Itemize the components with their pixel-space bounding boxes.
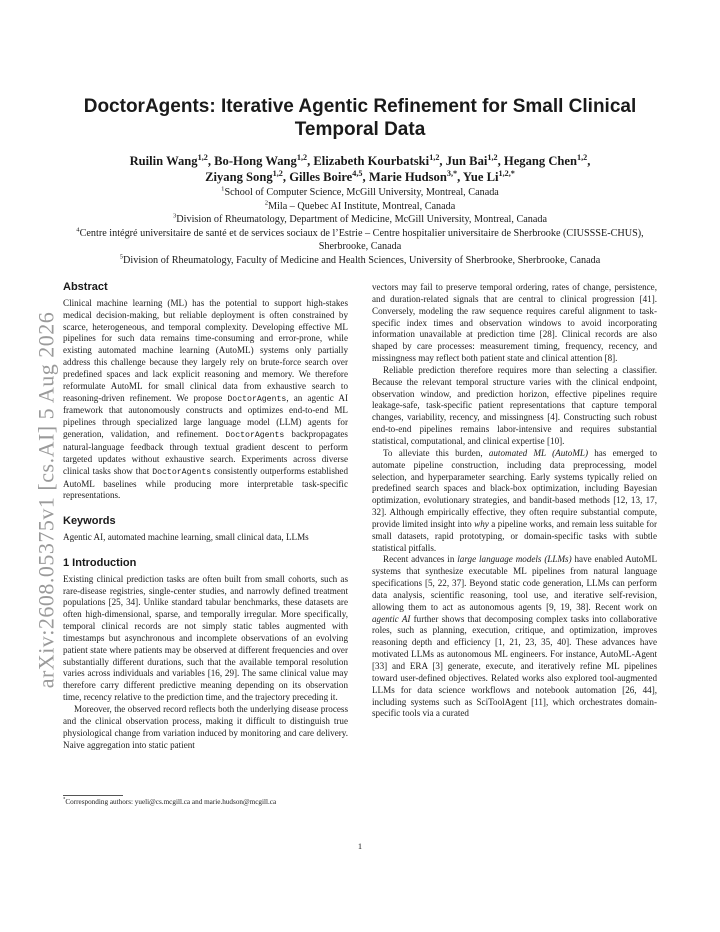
author: Hegang Chen xyxy=(503,154,578,168)
affiliation-text: Division of Rheumatology, Faculty of Medicine and Health Sciences, University of Sherbrooke, Sherbrooke, Canada xyxy=(123,254,601,266)
author: Marie Hudson xyxy=(368,170,447,184)
affiliation-number: 3 xyxy=(172,212,177,220)
affiliation-number: 5 xyxy=(119,253,124,261)
text-part: Recent advances in xyxy=(383,554,458,565)
affiliation xyxy=(60,254,660,268)
author-affil-mark: 4,5 xyxy=(352,168,363,178)
footnote xyxy=(63,798,353,807)
author-affil-mark: 1,2 xyxy=(429,152,440,162)
author-affil-mark: 1,2 xyxy=(487,152,498,162)
affiliation-text: School of Computer Science, McGill University, Montreal, Canada xyxy=(224,187,499,198)
affiliation xyxy=(60,213,660,227)
affiliation-text: Centre intégré universitaire de santé et de services sociaux de l’Estrie – Centre hospitalier universitaire de Sherbrooke (CIUSSSE-CHUS), Sherbrooke, Canada xyxy=(79,227,644,253)
system-name: DoctorAgents xyxy=(227,394,287,404)
affiliation-text: Division of Rheumatology, Department of Medicine, McGill University, Montreal, Canada xyxy=(176,214,548,226)
author-affil-mark: 1,2 xyxy=(197,152,208,162)
emphasis-term: automated ML (AutoML) xyxy=(488,447,588,458)
introduction-heading: 1 Introduction xyxy=(63,556,137,569)
affiliation-number: 2 xyxy=(264,199,268,207)
emphasis-term: agentic AI xyxy=(372,613,411,624)
system-name: DoctorAgents xyxy=(225,431,285,441)
text-part: has emerged to automate pipeline construction, including data preprocessing, model selection, and hyperparameter searching. Early systems typically relied on predefined search spaces and black-box optimization, including Bayesian optimization, evolutionary strategies, and bandit-based methods [12, 13, 17, 32]. Although empirically effective, they often require substantial compute, provide limited insight into xyxy=(372,447,657,529)
author: Elizabeth Kourbatski xyxy=(313,154,430,168)
author: Gilles Boire xyxy=(289,170,353,184)
intro-paragraph-1: Existing clinical prediction tasks are often built from small cohorts, such as rare-disease registries, single-center studies, and narrowly defined treatment populations [25, 34]. Unlike standard tabular benchmarks, these datasets are often high-dimensional, sparse, and temporally irregular. More specifically, temporal clinical records are not simply static tables augmented with timestamps but asynchronous and incomplete observations of an evolving patient state where patients may be observed at different frequencies and over substantially different durations, such that the available temporal resolution varies across individuals and variables [16, 29]. The same clinical value may therefore carry different predictive meaning depending on its observation time, recency relative to the prediction time, and the trajectory preceding it. xyxy=(63,573,348,703)
affiliation-text: Mila – Quebec AI Institute, Montreal, Canada xyxy=(268,200,456,212)
intro-paragraph-6 xyxy=(372,554,657,720)
author: Bo-Hong Wang xyxy=(214,154,297,168)
abstract-text-part: backpropagates natural-language feedback through textual gradient descent to perform targeted updates without exhaustive search. Experiments across diverse clinical tasks show that xyxy=(63,429,348,476)
text-part: further shows that decomposing complex tasks into collaborative roles, such as planning, execution, critique, and optimization, improves reasoning depth and efficiency [1, 21, 23, 35, 40]. These advances have motivated LLMs as autonomous ML engineers. For instance, AutoML-Agent [33] and ERA [3] generate, execute, and iteratively refine ML pipelines toward user-defined objectives. Related works also explored tool-augmented LLMs for data science workflows and notebook automation [26, 44], including systems such as SciToolAgent [11], which orchestrates domain-specific tools via a curated xyxy=(372,613,657,719)
author: Ruilin Wang xyxy=(129,154,198,168)
author-list: Ruilin Wang$^{1,2}$, Bo-Hong Wang$^{1,2}$, Elizabeth Kourbatski$^{1,2}$, Jun Bai$^{1,2}$, Hegang Chen$^{1,2}$, Ziyang Song$^{1,2}$, Gilles Boire$^{4,5}$, Marie Hudson$^{3,*}$, Yue $Li^{1,2,*}$ xyxy=(129,152,591,184)
affiliation-list xyxy=(60,186,660,268)
intro-paragraph-3: vectors may fail to preserve temporal ordering, rates of change, persistence, and duration-related signals that are central to clinical progression [41]. Conversely, modeling the raw sequence requires careful alignment to task-specific index times and observation windows to avoid incorporating information unavailable at prediction time [28]. Clinical records are also shaped by care processes: measurement timing, frequency, recency, and missingness may reflect both patient state and clinical attention [8]. xyxy=(372,282,657,364)
arxiv-side-identifier xyxy=(28,310,64,690)
emphasis-term: why xyxy=(474,518,489,529)
intro-paragraph-4: Reliable prediction therefore requires more than selecting a classifier. Because the relevant temporal structure varies with the clinical endpoint, observation window, and prediction horizon, effective pipelines require leakage-safe, task-specific patient representations that capture temporal changes, variability, recency, and missingness [4]. Constructing such robust end-to-end pipelines remains labor-intensive and requires substantial statistical, computational, and clinical expertise [10]. xyxy=(372,364,657,446)
paper-title: DoctorAgents: Iterative Agentic Refinement for Small Clinical Temporal Data xyxy=(83,96,637,140)
affiliation-number: 1 xyxy=(221,185,225,193)
text-part: have enabled AutoML systems that synthesize executable ML pipelines from natural language specifications [5, 22, 37]. Beyond static code generation, LLMs can perform data analysis, scientific reasoning, tool use, and iterative self-revision, allowing them to act as autonomous agents [9, 19, 38]. Recent work on xyxy=(372,554,657,612)
author-affil-mark: 1,2 xyxy=(272,168,283,178)
page-number: 1 xyxy=(357,841,363,851)
system-name: DoctorAgents xyxy=(152,467,212,477)
abstract-text xyxy=(63,298,348,502)
keywords-heading: Keywords xyxy=(63,515,116,528)
emphasis-term: large language models (LLMs) xyxy=(457,554,572,565)
affiliation xyxy=(60,227,660,254)
author-affil-mark: 1,2 xyxy=(577,152,588,162)
abstract-text-part: consistently outperforms established AutoML baselines while producing more interpretable task-specific representations. xyxy=(63,465,348,501)
left-column xyxy=(63,282,348,751)
author: Yue Li xyxy=(462,170,499,184)
author-affil-mark: 1,2,* xyxy=(498,168,515,178)
author-affil-mark: 1,2 xyxy=(296,152,308,162)
text-part: a pipeline works, and remain less suitable for small datasets, rapid prototyping, or domain-specific tasks with subtle statistical pitfalls. xyxy=(372,518,657,553)
footnote-rule xyxy=(63,795,123,796)
keywords-text: Agentic AI, automated machine learning, small clinical data, LLMs xyxy=(63,532,309,543)
abstract-heading: Abstract xyxy=(63,281,108,293)
footnote-mark: * xyxy=(63,797,66,803)
affiliation xyxy=(60,186,660,200)
abstract-text-part: Clinical machine learning (ML) has the potential to support high-stakes medical decision-making, but reliable deployment is often constrained by scarce, heterogeneous, and temporal complexity. Developing effective ML pipelines for such data remains time-consuming and error-prone, while existing automated machine learning (AutoML) systems only partially address this challenge because they largely rely on brute-force search over predefined spaces and lack explicit reasoning and memory. We therefore reformulate AutoML for small clinical data from exhaustive search to reasoning-driven refinement. We propose xyxy=(63,297,348,403)
intro-paragraph-5 xyxy=(372,448,657,555)
arxiv-id-text: arXiv:2608.05375v1 [cs.AI] 5 Aug 2026 xyxy=(33,311,59,689)
author-affil-mark: 3,* xyxy=(446,168,458,178)
intro-paragraph-2: Moreover, the observed record reflects both the underlying disease process and the clinical observation process, making it difficult to distinguish true physiological change from variation induced by monitoring and care delivery. Naive aggregation into static patient xyxy=(63,704,348,750)
right-column xyxy=(372,282,657,720)
affiliation xyxy=(60,200,660,214)
footnote-text: Corresponding authors: yueli@cs.mcgill.ca and marie.hudson@mcgill.ca xyxy=(65,798,277,806)
author: Ziyang Song xyxy=(205,170,273,184)
author: Jun Bai xyxy=(445,154,488,168)
abstract-text-part: , an agentic AI framework that autonomously constructs and optimizes end-to-end ML pipelines through specialized large language model (LLM) agents for generation, validation, and refinement. xyxy=(63,392,348,440)
text-part: To alleviate this burden, xyxy=(383,447,489,458)
affiliation-number: 4 xyxy=(76,226,80,234)
